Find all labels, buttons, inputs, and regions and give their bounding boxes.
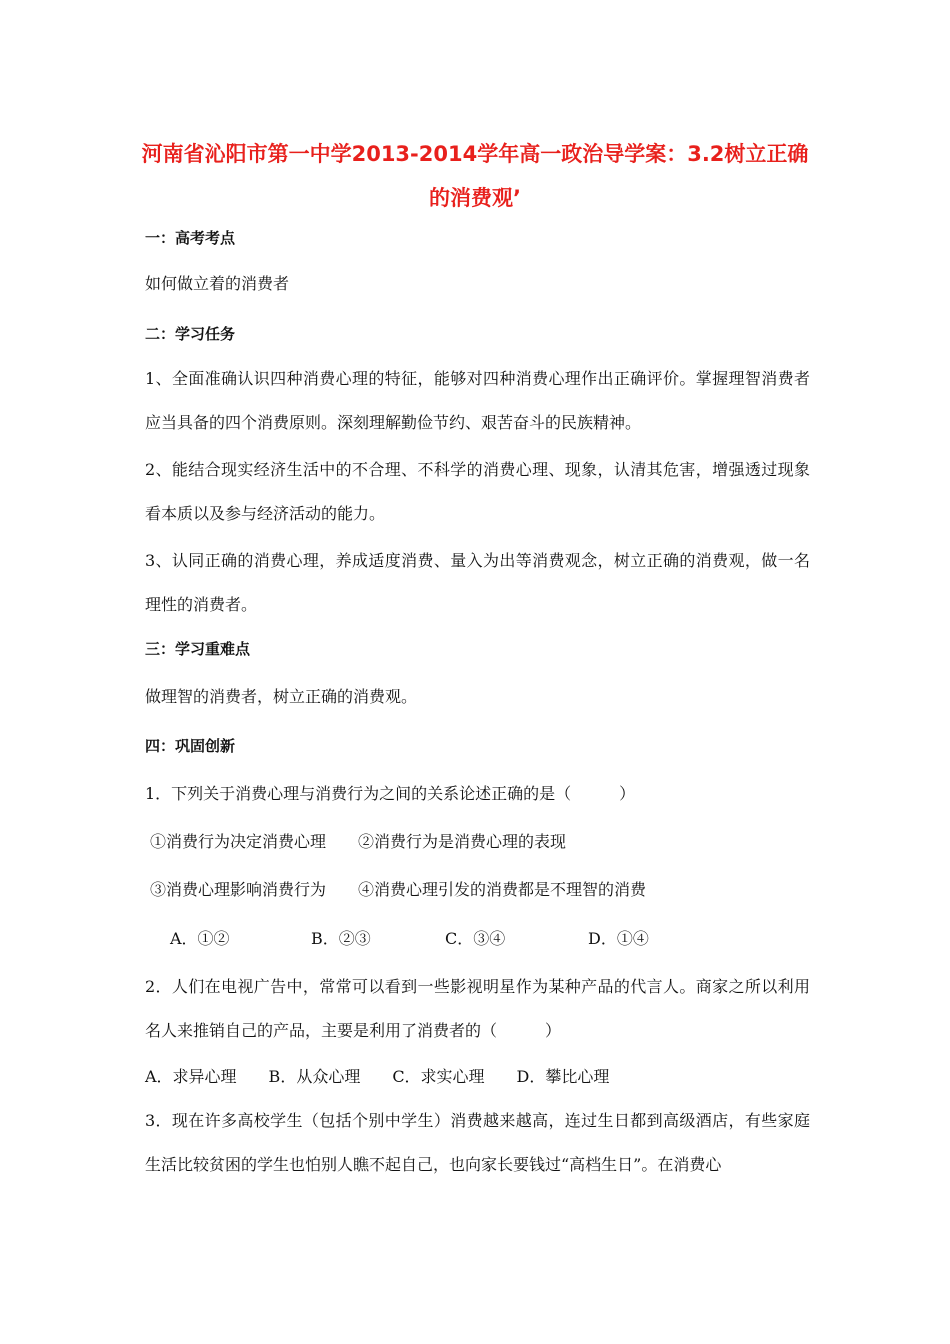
question-3-stem: 3．现在许多高校学生（包括个别中学生）消费越来越高，连过生日都到高级酒店，有些家庭生活比较贫困的学生也怕别人瞧不起自己，也向家长要钱过“高档生日”。在消费心 xyxy=(145,1111,810,1174)
key-points-text: 做理智的消费者，树立正确的消费观。 xyxy=(145,687,418,706)
learning-task-2: 2、能结合现实经济生活中的不合理、不科学的消费心理、现象，认清其危害，增强透过现象看本质以及参与经济活动的能力。 xyxy=(145,460,810,523)
question-1-statements-line-1: ①消费行为决定消费心理 ②消费行为是消费心理的表现 xyxy=(150,832,567,851)
document-title: 河南省沁阳市第一中学2013-2014学年高一政治导学案：3.2树立正确的消费观’ xyxy=(141,142,809,210)
question-2-stem: 2．人们在电视广告中，常常可以看到一些影视明星作为某种产品的代言人。商家之所以利用名人来推销自己的产品，主要是利用了消费者的（ ） xyxy=(145,977,810,1040)
question-1-stem: 1．下列关于消费心理与消费行为之间的关系论述正确的是（ ） xyxy=(145,784,636,803)
question-1-option-c: C．③④ xyxy=(445,929,506,948)
exam-points-text: 如何做立着的消费者 xyxy=(145,274,290,293)
section-heading-consolidation: 四：巩固创新 xyxy=(145,737,236,755)
section-heading-key-points: 三：学习重难点 xyxy=(145,640,251,658)
section-heading-exam-points: 一：高考考点 xyxy=(145,229,236,247)
question-1-option-d: D．①④ xyxy=(588,929,649,948)
question-1-statements-line-2: ③消费心理影响消费行为 ④消费心理引发的消费都是不理智的消费 xyxy=(150,880,647,899)
learning-task-1: 1、全面准确认识四种消费心理的特征，能够对四种消费心理作出正确评价。掌握理智消费者应当具备的四个消费原则。深刻理解勤俭节约、艰苦奋斗的民族精神。 xyxy=(145,369,810,432)
question-2-options: A．求异心理 B．从众心理 C．求实心理 D．攀比心理 xyxy=(145,1067,610,1086)
learning-task-3: 3、认同正确的消费心理，养成适度消费、量入为出等消费观念，树立正确的消费观，做一名理性的消费者。 xyxy=(145,551,810,614)
question-1-option-b: B．②③ xyxy=(311,929,371,948)
section-heading-learning-tasks: 二：学习任务 xyxy=(145,325,236,343)
question-1-option-a: A．①② xyxy=(170,929,230,948)
